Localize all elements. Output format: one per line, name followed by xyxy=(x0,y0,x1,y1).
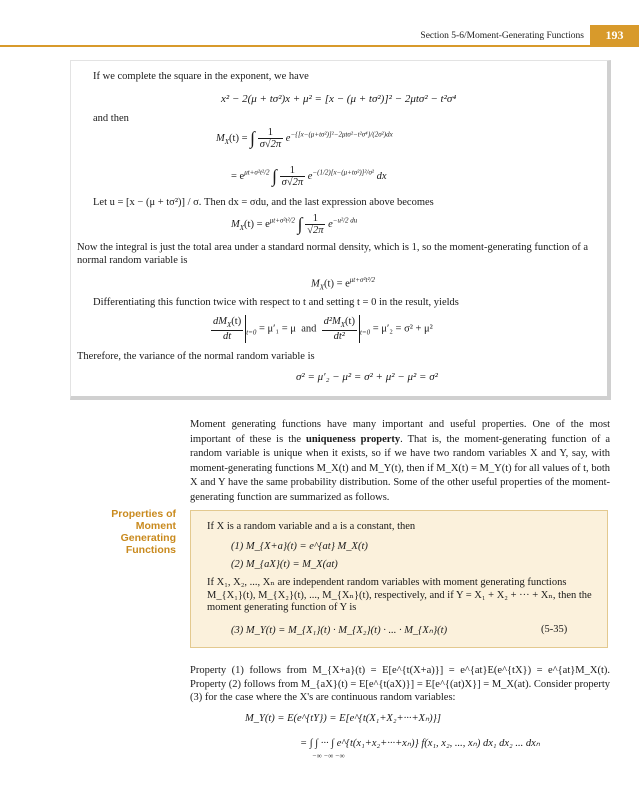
and-then-text: and then xyxy=(93,113,129,124)
margin-heading xyxy=(80,508,176,556)
eq4-sub: X xyxy=(239,224,245,232)
independence-text: If X₁, X₂, ..., Xₙ are independent random variables with moment generating functions M_{X₁}(t), M_{X₂}(t), ..., M_{Xₙ}(t), respectively, and if Y = X₁ + X₂ + ··· + Xₙ, then the moment generating function of Y is xyxy=(207,577,592,613)
margin-heading-line1: Properties of xyxy=(111,508,176,520)
eq3-sup: μt+σ²t²/2 xyxy=(244,168,270,177)
margin-heading-line3: Functions xyxy=(125,544,176,556)
equation-mgf-factored xyxy=(231,165,387,188)
eq4-e: e xyxy=(328,218,333,230)
running-header: Section 5-6/Moment-Generating Functions xyxy=(420,31,584,41)
eq6-num1: dM xyxy=(213,316,227,328)
eq6-and: and xyxy=(301,323,317,335)
eq4-den: √2π xyxy=(307,225,324,236)
eq6-num1-sub: X xyxy=(227,321,232,330)
example-box xyxy=(70,60,611,400)
eq4-num: 1 xyxy=(305,213,325,225)
equation-mgf-integral xyxy=(216,127,393,150)
eq5-sub: X xyxy=(319,283,325,292)
eq4-sup: μt+σ²t²/2 xyxy=(269,216,296,225)
equation-moments xyxy=(211,315,433,343)
integral-sign-3: ∫ xyxy=(297,214,303,234)
equation-complete-square: x² − 2(μ + tσ²)x + μ² = [x − (μ + tσ²)]² − 2μtσ² − t²σ⁴ xyxy=(221,93,457,105)
eq4-mid: (t) = e xyxy=(244,218,270,230)
eq2-exp: −{[x−(μ+tσ²)]²−2μtσ²−t²σ⁴}/(2σ²)dx xyxy=(290,130,393,139)
page-number: 193 xyxy=(590,25,639,45)
para1-post: . That is, the moment-generating function of a random variable is unique when it exists, so if we have two random variables X and Y, say, with moment-generating functions M_X(t) and M_Y(t), then if M_X(t) = M_Y(t) for all values of t, both X and Y have the same probability distribution. Some of the other useful properties of the moment-generating function are summarized as follows. xyxy=(190,433,610,503)
eq2-sub: X xyxy=(224,138,230,146)
eq2-e: e xyxy=(285,132,291,144)
equation-variance: σ² = μ′₂ − μ² = σ² + μ² − μ² = σ² xyxy=(296,371,438,383)
eq5-rhs: (t) = e xyxy=(324,278,350,290)
proof-integral-limits: −∞ −∞ −∞ xyxy=(312,752,345,760)
equation-normal-mgf xyxy=(311,276,375,292)
eq4-tail-sup: −u²/2 du xyxy=(332,216,358,225)
proof-paragraph: Property (1) follows from M_{X+a}(t) = E[e^{t(X+a)}] = e^{at}E(e^{tX}) = e^{at}M_X(t). Property (2) follows from M_{aX}(t) = E[e^{t(aX)}] = E[e^{(at)X}] = M_X(at). Consider property (3) for the case where the X's are continuous random variables: xyxy=(190,665,610,703)
margin-heading-line2: Moment Generating xyxy=(120,520,176,544)
header-rule xyxy=(0,45,639,47)
eq6-mid2: = μ′₂ = σ² + μ² xyxy=(372,323,433,335)
property-3: (3) M_Y(t) = M_{X₁}(t) · M_{X₂}(t) · ... · M_{Xₙ}(t) xyxy=(231,625,448,636)
eq6-mid1: = μ′₁ = μ xyxy=(259,323,296,335)
properties-box xyxy=(190,510,608,648)
eq3-den: σ√2π xyxy=(281,177,304,188)
proof-equation-1: M_Y(t) = E(e^{tY}) = E[e^{t(X₁+X₂+···+Xₙ)}] xyxy=(245,713,441,724)
eq6-num2-sub: X xyxy=(340,321,346,330)
properties-intro: If X is a random variable and a is a constant, then xyxy=(207,521,416,532)
integral-sign: ∫ xyxy=(250,128,256,148)
differentiation-text: Differentiating this function twice with respect to t and setting t = 0 in the result, yields xyxy=(93,297,459,308)
eq6-den1: dt xyxy=(223,330,232,342)
uniqueness-paragraph xyxy=(190,418,610,505)
eq4-m: M xyxy=(231,218,240,230)
property-1: (1) M_{X+a}(t) = e^{at} M_X(t) xyxy=(231,541,368,552)
eq3-dx: dx xyxy=(376,170,387,182)
complete-square-intro: If we complete the square in the exponent, we have xyxy=(93,71,309,82)
eq6-num2: d²M xyxy=(323,316,341,328)
eq2-num: 1 xyxy=(258,127,283,139)
property-2: (2) M_{aX}(t) = M_X(at) xyxy=(231,559,338,570)
eq6-den2: dt² xyxy=(333,330,345,342)
eq6-eval2: t=0 xyxy=(359,328,371,337)
eq3-tail-sup: −(1/2)[x−(μ+tσ²)]²/σ² xyxy=(312,168,374,177)
equation-number: (5-35) xyxy=(541,624,568,635)
substitution-text: Let u = [x − (μ + tσ²)] / σ. Then dx = σdu, and the last expression above becomes xyxy=(93,197,434,208)
eq5-m: M xyxy=(311,278,320,290)
eq6-eval1: t=0 xyxy=(246,328,257,337)
variance-text: Therefore, the variance of the normal random variable is xyxy=(77,351,315,362)
eq5-sup: μt+σ²t²/2 xyxy=(349,276,376,284)
para1-pre: Moment generating functions have many important and useful properties. One of the most important of these is the xyxy=(190,419,610,445)
integral-explanation: Now the integral is just the total area under a standard normal density, which is 1, so the moment-generating function of a normal random variable is xyxy=(77,242,589,266)
eq2-den: σ√2π xyxy=(259,139,282,150)
eq3-eq: = e xyxy=(231,170,245,182)
eq3-e: e xyxy=(307,170,313,182)
eq2-t: (t) = xyxy=(229,132,248,144)
proof-equation-2: = ∫ ∫ ··· ∫ e^{t(x₁+x₂+···+xₙ)} f(x₁, x₂, ..., xₙ) dx₁ dx₂ ... dxₙ xyxy=(300,738,540,749)
integral-sign-2: ∫ xyxy=(272,166,278,186)
uniqueness-property-term: uniqueness property xyxy=(306,433,401,445)
eq6-num2-t: (t) xyxy=(345,316,355,328)
eq6-num1-t: (t) xyxy=(231,316,242,328)
equation-mgf-standard xyxy=(231,213,357,236)
eq3-num: 1 xyxy=(280,165,305,177)
eq2-m: M xyxy=(216,132,225,144)
